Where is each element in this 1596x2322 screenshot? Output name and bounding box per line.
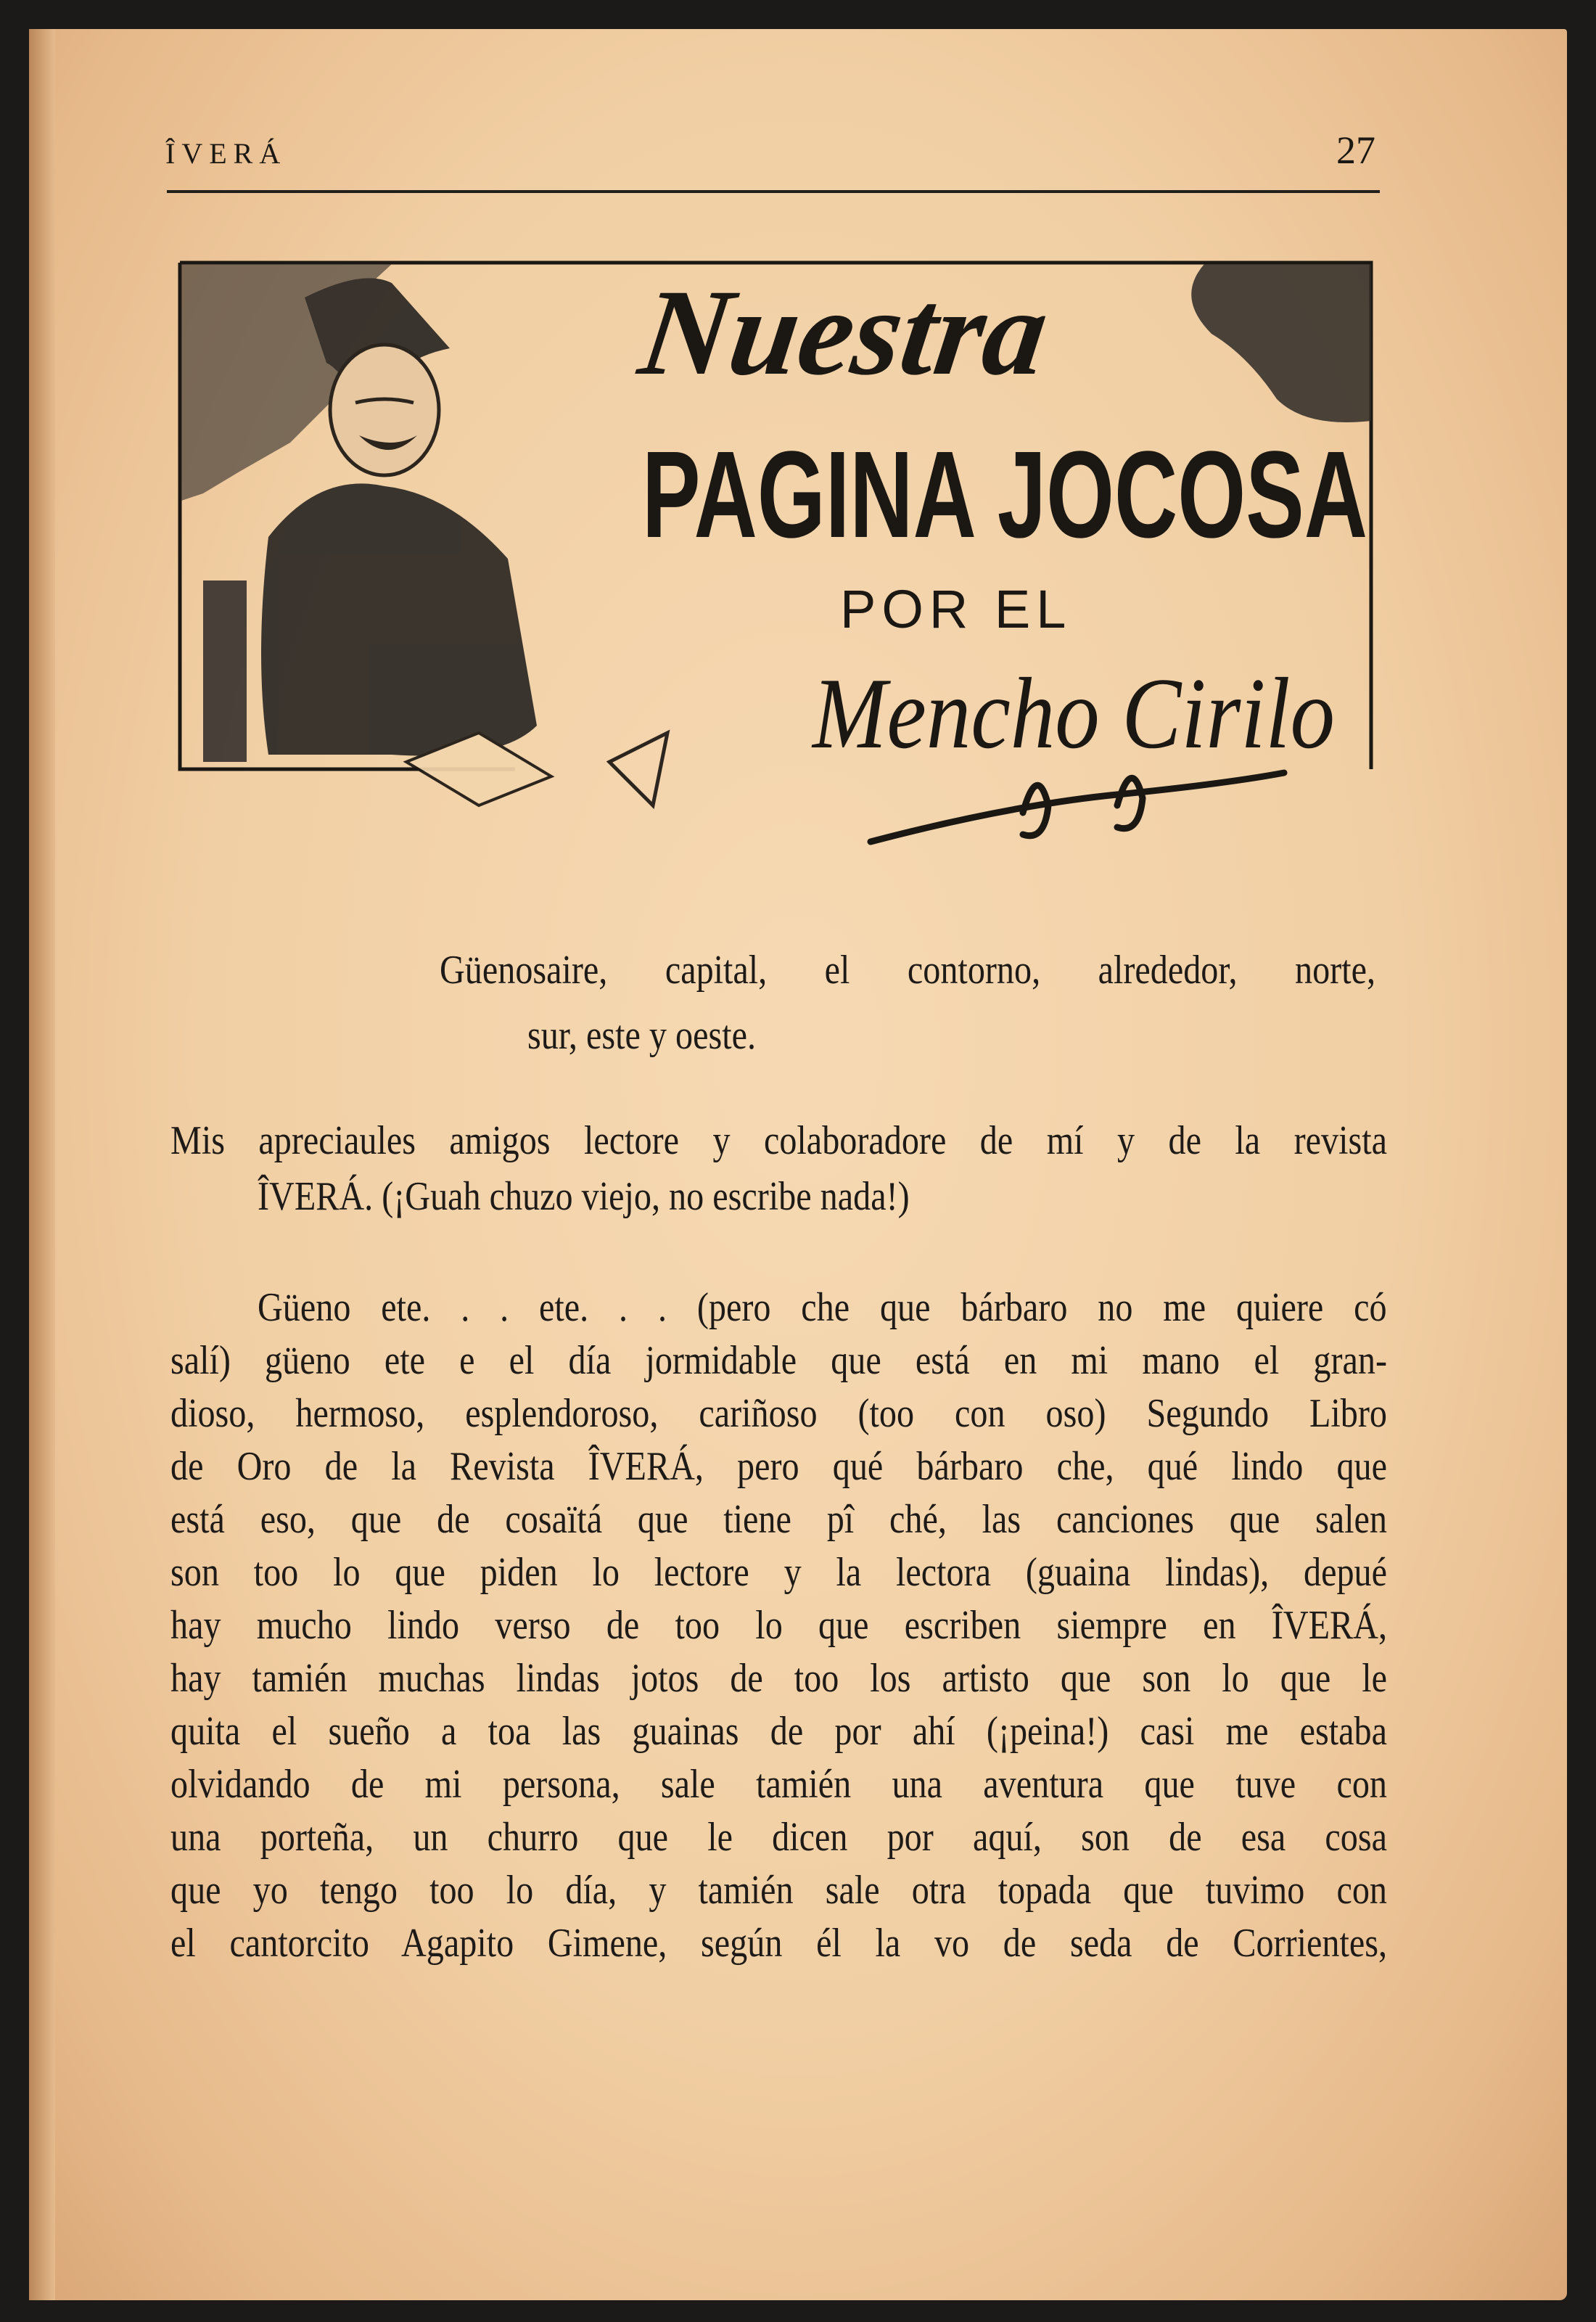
body-line: quita el sueño a toa las guainas de por ahí (¡peina!) casi me estaba bbox=[170, 1709, 1387, 1754]
banner-byline: POR EL bbox=[840, 579, 1072, 639]
body-line: olvidando de mi persona, sale tamién una aventura que tuve con bbox=[170, 1762, 1387, 1807]
running-header-title: ÎVERÁ bbox=[165, 137, 287, 170]
banner-author: Mencho Cirilo bbox=[811, 657, 1335, 770]
banner-title-script: Nuestra bbox=[632, 263, 1056, 401]
salutation-line: sur, este y oeste. bbox=[527, 1013, 757, 1058]
body-line: está eso, que de cosaïtá que tiene pî ché, las canciones que salen bbox=[170, 1497, 1387, 1542]
body-line: dioso, hermoso, esplendoroso, cariñoso (too con oso) Segundo Libro bbox=[170, 1391, 1387, 1436]
body-line: que yo tengo too lo día, y tamién sale otra topada que tuvimo con bbox=[170, 1868, 1387, 1913]
body-line: salí) güeno ete e el día jormidable que está en mi mano el gran- bbox=[170, 1338, 1387, 1383]
banner-title-main: PAGINA JOCOSA bbox=[642, 426, 1367, 564]
page-number: 27 bbox=[1336, 128, 1375, 172]
body-line: el cantorcito Agapito Gimene, según él la vo de seda de Corrientes, bbox=[170, 1921, 1387, 1966]
intro-line: Mis apreciaules amigos lectore y colaboradore de mí y de la revista bbox=[170, 1118, 1387, 1163]
body-line: hay tamién muchas lindas jotos de too los artisto que son lo que le bbox=[170, 1656, 1387, 1701]
body-line: una porteña, un churro que le dicen por aquí, son de esa cosa bbox=[170, 1815, 1387, 1860]
body-line: Güeno ete. . . ete. . . (pero che que bárbaro no me quiere có bbox=[258, 1285, 1387, 1330]
body-line: hay mucho lindo verso de too lo que escriben siempre en ÎVERÁ, bbox=[170, 1603, 1387, 1648]
salutation-line: Güenosaire, capital, el contorno, alrededor, norte, bbox=[440, 948, 1375, 993]
intro-line: ÎVERÁ. (¡Guah chuzo viejo, no escribe nada!) bbox=[258, 1174, 910, 1219]
body-line: de Oro de la Revista ÎVERÁ, pero qué bárbaro che, qué lindo que bbox=[170, 1444, 1387, 1489]
body-line: son too lo que piden lo lectore y la lectora (guaina lindas), depué bbox=[170, 1550, 1387, 1595]
